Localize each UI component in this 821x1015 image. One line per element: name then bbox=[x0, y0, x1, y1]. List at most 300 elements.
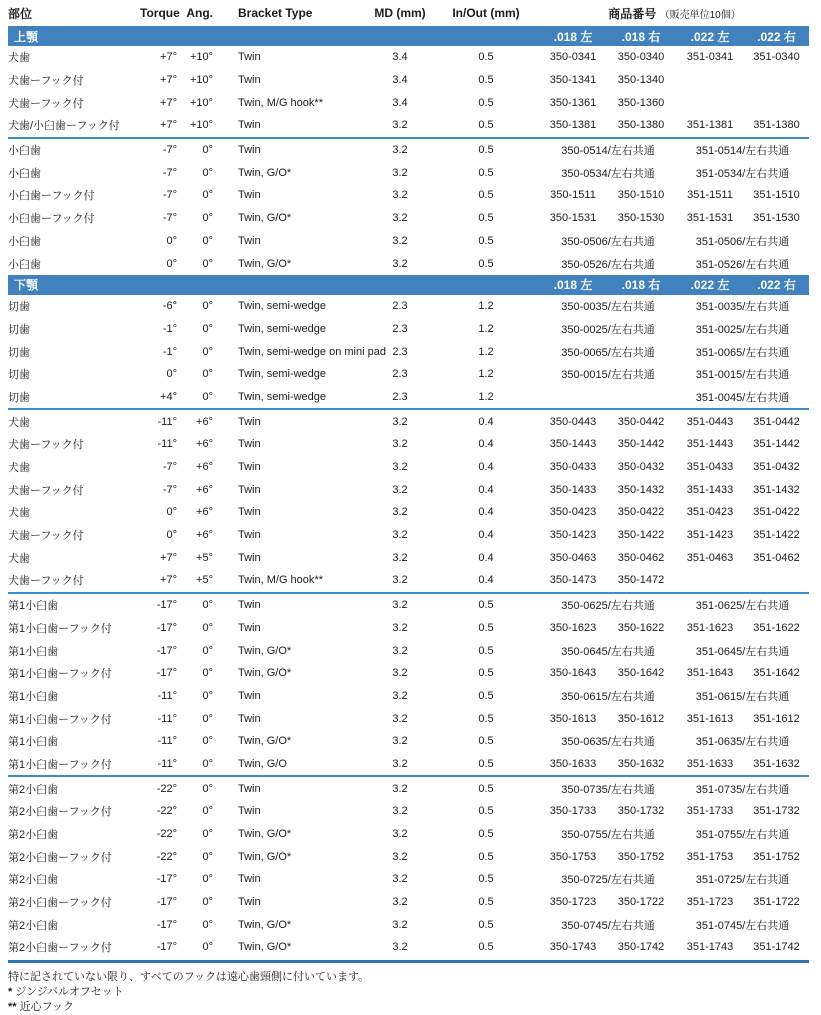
cell-inout: 0.5 bbox=[478, 234, 494, 247]
cell-product-number: 350-1422 bbox=[617, 529, 665, 542]
cell-md: 3.2 bbox=[392, 189, 408, 202]
cell-product-number-022-shared: 351-0514/左右共通 bbox=[695, 145, 790, 158]
size-column-header: .022 左 bbox=[690, 278, 730, 293]
cell-ang: +6° bbox=[196, 529, 213, 542]
cell-product-number: 350-1622 bbox=[617, 621, 665, 634]
cell-md: 3.2 bbox=[392, 805, 408, 818]
cell-part: 第1小臼歯ーフック付 bbox=[8, 758, 112, 771]
table-row bbox=[8, 456, 809, 479]
cell-product-number: 351-1613 bbox=[686, 712, 734, 725]
cell-bracket-type: Twin bbox=[238, 896, 261, 909]
cell-md: 3.2 bbox=[392, 212, 408, 225]
table-row bbox=[8, 913, 809, 936]
cell-md: 3.2 bbox=[392, 529, 408, 542]
cell-product-number-018-shared: 350-0625/左右共通 bbox=[561, 600, 655, 613]
cell-inout: 0.5 bbox=[478, 667, 494, 680]
cell-product-number: 350-1753 bbox=[549, 850, 597, 863]
cell-product-number: 350-1632 bbox=[617, 757, 665, 770]
double-asterisk-marker: ** bbox=[8, 1000, 17, 1013]
table-row bbox=[8, 707, 809, 730]
cell-ang: +6° bbox=[196, 438, 213, 451]
cell-product-number: 351-1380 bbox=[753, 119, 800, 132]
cell-md: 3.2 bbox=[392, 873, 408, 886]
cell-inout: 0.5 bbox=[478, 782, 494, 795]
cell-bracket-type: Twin, G/O bbox=[238, 757, 287, 770]
cell-product-number: 350-1340 bbox=[617, 74, 665, 87]
cell-bracket-type: Twin bbox=[238, 551, 261, 564]
cell-product-number: 351-0432 bbox=[753, 461, 800, 474]
cell-torque: -1° bbox=[162, 345, 177, 358]
table-row bbox=[8, 501, 809, 524]
cell-bracket-type: Twin, semi-wedge bbox=[238, 390, 327, 403]
table-row bbox=[8, 777, 809, 800]
cell-md: 3.2 bbox=[392, 119, 408, 132]
cell-part: 切歯 bbox=[8, 301, 30, 314]
cell-product-number: 351-1443 bbox=[686, 438, 734, 451]
cell-product-number: 350-1433 bbox=[549, 483, 597, 496]
cell-inout: 0.5 bbox=[478, 119, 494, 132]
cell-bracket-type: Twin bbox=[238, 621, 261, 634]
cell-part: 犬歯 bbox=[8, 462, 30, 475]
cell-product-number: 351-1381 bbox=[686, 119, 734, 132]
table-header bbox=[8, 0, 809, 26]
cell-product-number: 350-1341 bbox=[549, 74, 597, 87]
cell-part: 犬歯 bbox=[8, 552, 30, 565]
cell-part: 犬歯 bbox=[8, 507, 30, 520]
cell-torque: -6° bbox=[162, 300, 177, 313]
cell-ang: +6° bbox=[196, 483, 213, 496]
cell-torque: -11° bbox=[157, 757, 177, 770]
cell-torque: 0° bbox=[166, 368, 177, 381]
cell-bracket-type: Twin, semi-wedge bbox=[238, 300, 327, 313]
cell-torque: -7° bbox=[162, 212, 177, 225]
table-row bbox=[8, 139, 809, 162]
cell-product-number: 351-1423 bbox=[686, 529, 734, 542]
cell-inout: 0.5 bbox=[478, 735, 494, 748]
column-header-inout: In/Out (mm) bbox=[452, 6, 520, 20]
cell-bracket-type: Twin bbox=[238, 74, 261, 87]
cell-product-number: 350-0463 bbox=[549, 551, 597, 564]
cell-product-number: 350-1381 bbox=[549, 119, 597, 132]
cell-torque: -11° bbox=[157, 415, 177, 428]
cell-ang: 0° bbox=[202, 144, 213, 157]
table-row bbox=[8, 891, 809, 914]
cell-product-number: 351-0433 bbox=[686, 461, 734, 474]
cell-product-number-022-shared: 351-0755/左右共通 bbox=[695, 829, 790, 842]
cell-inout: 0.5 bbox=[478, 896, 494, 909]
cell-md: 3.2 bbox=[392, 757, 408, 770]
cell-product-number-018-shared: 350-0755/左右共通 bbox=[561, 829, 655, 842]
cell-product-number: 350-1361 bbox=[549, 96, 597, 109]
cell-md: 3.2 bbox=[392, 551, 408, 564]
cell-part: 第2小臼歯ーフック付 bbox=[8, 851, 112, 864]
cell-ang: 0° bbox=[202, 189, 213, 202]
cell-product-number: 350-0422 bbox=[617, 506, 665, 519]
cell-product-number: 350-1530 bbox=[617, 212, 665, 225]
cell-product-number: 351-0423 bbox=[686, 506, 734, 519]
cell-ang: 0° bbox=[202, 621, 213, 634]
cell-md: 3.2 bbox=[392, 941, 408, 954]
cell-torque: +7° bbox=[160, 74, 177, 87]
cell-product-number: 351-1643 bbox=[686, 667, 734, 680]
cell-bracket-type: Twin, semi-wedge bbox=[238, 368, 327, 381]
cell-ang: 0° bbox=[202, 782, 213, 795]
product-number-unit-note: （販売単位10個） bbox=[659, 9, 741, 21]
cell-product-number: 350-1360 bbox=[617, 96, 665, 109]
cell-product-number: 350-1472 bbox=[617, 574, 665, 587]
cell-part: 犬歯ーフック付 bbox=[8, 575, 84, 588]
cell-product-number-022-shared: 351-0615/左右共通 bbox=[695, 690, 790, 703]
cell-product-number-018-shared: 350-0725/左右共通 bbox=[561, 874, 655, 887]
cell-md: 3.2 bbox=[392, 574, 408, 587]
cell-part: 第2小臼歯 bbox=[8, 919, 59, 932]
cell-product-number: 350-1742 bbox=[617, 941, 665, 954]
cell-product-number: 350-1633 bbox=[549, 757, 597, 770]
cell-part: 犬歯 bbox=[8, 52, 30, 65]
cell-product-number: 351-1511 bbox=[687, 189, 733, 202]
cell-torque: +7° bbox=[160, 119, 177, 132]
cell-part: 第2小臼歯ーフック付 bbox=[8, 897, 112, 910]
cell-bracket-type: Twin bbox=[238, 119, 261, 132]
cell-product-number: 350-0340 bbox=[617, 51, 665, 64]
cell-md: 3.2 bbox=[392, 144, 408, 157]
cell-ang: 0° bbox=[202, 667, 213, 680]
cell-md: 2.3 bbox=[392, 300, 408, 313]
cell-bracket-type: Twin, G/O* bbox=[238, 166, 292, 179]
cell-inout: 0.5 bbox=[478, 941, 494, 954]
cell-part: 犬歯/小臼歯ーフック付 bbox=[8, 120, 120, 133]
cell-ang: +6° bbox=[196, 506, 213, 519]
cell-inout: 1.2 bbox=[478, 345, 494, 358]
cell-inout: 0.4 bbox=[478, 415, 494, 428]
table-row bbox=[8, 936, 809, 959]
cell-bracket-type: Twin, M/G hook** bbox=[238, 96, 323, 109]
cell-torque: -7° bbox=[162, 189, 177, 202]
cell-torque: -11° bbox=[157, 689, 177, 702]
cell-torque: -7° bbox=[162, 461, 177, 474]
cell-product-number: 350-1380 bbox=[617, 119, 665, 132]
cell-product-number-018-shared: 350-0015/左右共通 bbox=[561, 369, 655, 382]
cell-product-number: 351-1722 bbox=[753, 896, 800, 909]
cell-torque: -17° bbox=[156, 941, 177, 954]
cell-product-number: 351-1530 bbox=[753, 212, 800, 225]
cell-inout: 0.5 bbox=[478, 96, 494, 109]
cell-ang: 0° bbox=[202, 368, 213, 381]
cell-product-number: 350-1442 bbox=[617, 438, 665, 451]
cell-torque: +7° bbox=[160, 551, 177, 564]
cell-torque: -11° bbox=[157, 438, 177, 451]
cell-product-number-018-shared: 350-0745/左右共通 bbox=[561, 919, 655, 932]
cell-md: 3.2 bbox=[392, 782, 408, 795]
cell-product-number-022-shared: 351-0534/左右共通 bbox=[695, 167, 790, 180]
cell-product-number: 351-1742 bbox=[753, 941, 800, 954]
cell-ang: 0° bbox=[202, 644, 213, 657]
cell-ang: +5° bbox=[196, 574, 213, 587]
cell-product-number: 350-1752 bbox=[617, 850, 665, 863]
table-row bbox=[8, 295, 809, 318]
cell-torque: -7° bbox=[162, 144, 177, 157]
cell-product-number-018-shared: 350-0735/左右共通 bbox=[561, 783, 655, 796]
cell-product-number: 351-0340 bbox=[753, 51, 800, 64]
cell-part: 第2小臼歯ーフック付 bbox=[8, 806, 112, 819]
cell-md: 3.2 bbox=[392, 850, 408, 863]
cell-bracket-type: Twin bbox=[238, 189, 261, 202]
cell-torque: -17° bbox=[156, 621, 177, 634]
cell-product-number: 350-0341 bbox=[549, 51, 597, 64]
cell-torque: -22° bbox=[156, 850, 177, 863]
cell-product-number: 351-1752 bbox=[753, 850, 800, 863]
cell-product-number-022-shared: 351-0045/左右共通 bbox=[695, 391, 790, 404]
cell-ang: 0° bbox=[202, 234, 213, 247]
cell-bracket-type: Twin bbox=[238, 873, 261, 886]
size-column-header: .018 右 bbox=[621, 29, 661, 44]
table-row bbox=[8, 524, 809, 547]
cell-product-number: 351-1723 bbox=[686, 896, 734, 909]
cell-bracket-type: Twin bbox=[238, 461, 261, 474]
cell-ang: 0° bbox=[202, 850, 213, 863]
cell-inout: 0.4 bbox=[478, 438, 494, 451]
cell-md: 3.2 bbox=[392, 166, 408, 179]
cell-part: 切歯 bbox=[8, 323, 30, 336]
table-row bbox=[8, 46, 809, 69]
cell-product-number-018-shared: 350-0065/左右共通 bbox=[561, 346, 655, 359]
cell-torque: 0° bbox=[166, 529, 177, 542]
cell-torque: -17° bbox=[156, 918, 177, 931]
cell-product-number-022-shared: 351-0035/左右共通 bbox=[695, 301, 790, 314]
table-row bbox=[8, 386, 809, 409]
cell-torque: -17° bbox=[156, 644, 177, 657]
column-header-product-number bbox=[540, 5, 809, 22]
cell-product-number: 350-1722 bbox=[617, 896, 665, 909]
table-row bbox=[8, 662, 809, 685]
cell-inout: 0.5 bbox=[478, 644, 494, 657]
cell-md: 3.2 bbox=[392, 735, 408, 748]
cell-md: 3.2 bbox=[392, 667, 408, 680]
table-row bbox=[8, 730, 809, 753]
cell-inout: 0.5 bbox=[478, 757, 494, 770]
cell-product-number-022-shared: 351-0506/左右共通 bbox=[695, 235, 790, 248]
cell-part: 切歯 bbox=[8, 346, 30, 359]
cell-bracket-type: Twin, M/G hook** bbox=[238, 574, 323, 587]
section-band-title: 上顎 bbox=[14, 29, 39, 44]
cell-product-number: 351-0462 bbox=[753, 551, 800, 564]
cell-inout: 0.5 bbox=[478, 166, 494, 179]
cell-inout: 1.2 bbox=[478, 368, 494, 381]
size-column-header: .018 左 bbox=[553, 29, 593, 44]
cell-bracket-type: Twin, semi-wedge on mini pad bbox=[238, 345, 386, 358]
cell-part: 切歯 bbox=[8, 369, 30, 382]
cell-product-number: 351-1732 bbox=[753, 805, 800, 818]
footnote-mesial-hook bbox=[8, 1000, 809, 1015]
cell-ang: 0° bbox=[202, 828, 213, 841]
cell-part: 第1小臼歯 bbox=[8, 645, 59, 658]
cell-md: 3.2 bbox=[392, 257, 408, 270]
cell-inout: 0.4 bbox=[478, 461, 494, 474]
cell-ang: +10° bbox=[189, 74, 213, 87]
size-column-header: .018 右 bbox=[621, 278, 661, 293]
cell-product-number: 350-1531 bbox=[549, 212, 597, 225]
section-band bbox=[8, 275, 809, 295]
cell-bracket-type: Twin, G/O* bbox=[238, 941, 292, 954]
cell-product-number: 351-1442 bbox=[753, 438, 800, 451]
table-footer bbox=[8, 963, 809, 1015]
cell-product-number-018-shared: 350-0615/左右共通 bbox=[561, 690, 655, 703]
cell-md: 3.2 bbox=[392, 644, 408, 657]
cell-product-number: 351-1642 bbox=[753, 667, 800, 680]
footer-note: 特に記されていない限り、すべてのフックは遠心歯頸側に付いています。 bbox=[8, 970, 370, 983]
cell-md: 3.2 bbox=[392, 234, 408, 247]
cell-bracket-type: Twin bbox=[238, 599, 261, 612]
cell-product-number: 350-1443 bbox=[549, 438, 597, 451]
cell-product-number-018-shared: 350-0645/左右共通 bbox=[561, 645, 655, 658]
cell-bracket-type: Twin, G/O* bbox=[238, 667, 292, 680]
cell-md: 3.2 bbox=[392, 506, 408, 519]
table-row bbox=[8, 433, 809, 456]
cell-bracket-type: Twin, G/O* bbox=[238, 828, 292, 841]
cell-inout: 0.4 bbox=[478, 529, 494, 542]
cell-product-number-018-shared: 350-0035/左右共通 bbox=[561, 301, 655, 314]
cell-product-number: 351-1622 bbox=[753, 621, 800, 634]
footnote-text: 近心フック bbox=[19, 1000, 74, 1013]
cell-product-number: 350-1432 bbox=[617, 483, 665, 496]
cell-ang: +5° bbox=[196, 551, 213, 564]
cell-bracket-type: Twin bbox=[238, 712, 261, 725]
cell-product-number: 351-1432 bbox=[753, 483, 800, 496]
cell-product-number: 350-0462 bbox=[617, 551, 665, 564]
table-row bbox=[8, 207, 809, 230]
cell-torque: 0° bbox=[166, 506, 177, 519]
cell-product-number-022-shared: 351-0645/左右共通 bbox=[695, 645, 790, 658]
cell-md: 2.3 bbox=[392, 390, 408, 403]
table-row bbox=[8, 252, 809, 275]
cell-bracket-type: Twin, G/O* bbox=[238, 257, 292, 270]
cell-inout: 0.5 bbox=[478, 51, 494, 64]
cell-ang: 0° bbox=[202, 345, 213, 358]
cell-torque: -22° bbox=[156, 828, 177, 841]
cell-part: 第2小臼歯 bbox=[8, 783, 59, 796]
table-row bbox=[8, 230, 809, 253]
cell-product-number-018-shared: 350-0526/左右共通 bbox=[561, 258, 655, 271]
cell-product-number: 350-1623 bbox=[549, 621, 597, 634]
table-row bbox=[8, 114, 809, 137]
cell-torque: -11° bbox=[157, 712, 177, 725]
cell-ang: 0° bbox=[202, 689, 213, 702]
cell-bracket-type: Twin, G/O* bbox=[238, 918, 292, 931]
footnote-text: ジンジバルオフセット bbox=[15, 985, 124, 998]
cell-bracket-type: Twin, G/O* bbox=[238, 735, 292, 748]
cell-part: 第2小臼歯 bbox=[8, 874, 59, 887]
cell-ang: 0° bbox=[202, 918, 213, 931]
cell-inout: 0.5 bbox=[478, 189, 494, 202]
cell-ang: 0° bbox=[202, 166, 213, 179]
cell-product-number-018-shared: 350-0534/左右共通 bbox=[561, 167, 655, 180]
column-header-bracket-type: Bracket Type bbox=[238, 6, 313, 20]
cell-product-number-018-shared: 350-0506/左右共通 bbox=[561, 235, 655, 248]
cell-product-number: 351-1612 bbox=[753, 712, 800, 725]
cell-torque: -17° bbox=[156, 896, 177, 909]
cell-product-number: 351-1531 bbox=[686, 212, 734, 225]
cell-inout: 0.5 bbox=[478, 599, 494, 612]
cell-md: 3.4 bbox=[392, 51, 408, 64]
table-row bbox=[8, 363, 809, 386]
cell-torque: -1° bbox=[162, 322, 177, 335]
cell-ang: 0° bbox=[202, 735, 213, 748]
cell-md: 3.2 bbox=[392, 621, 408, 634]
cell-product-number-022-shared: 351-0735/左右共通 bbox=[695, 783, 790, 796]
cell-inout: 0.5 bbox=[478, 621, 494, 634]
cell-product-number: 351-1753 bbox=[686, 850, 734, 863]
cell-inout: 0.4 bbox=[478, 483, 494, 496]
cell-inout: 0.4 bbox=[478, 574, 494, 587]
cell-bracket-type: Twin, G/O* bbox=[238, 212, 292, 225]
cell-md: 3.2 bbox=[392, 483, 408, 496]
cell-product-number: 351-1510 bbox=[753, 189, 800, 202]
cell-torque: 0° bbox=[166, 234, 177, 247]
cell-part: 小臼歯ーフック付 bbox=[8, 190, 95, 203]
cell-product-number-022-shared: 351-0725/左右共通 bbox=[695, 874, 790, 887]
cell-torque: -22° bbox=[156, 805, 177, 818]
table-row bbox=[8, 617, 809, 640]
cell-product-number-022-shared: 351-0065/左右共通 bbox=[695, 346, 790, 359]
asterisk-marker: * bbox=[8, 985, 13, 998]
cell-bracket-type: Twin, G/O* bbox=[238, 644, 292, 657]
cell-ang: 0° bbox=[202, 712, 213, 725]
cell-md: 3.2 bbox=[392, 461, 408, 474]
cell-ang: 0° bbox=[202, 805, 213, 818]
cell-part: 犬歯 bbox=[8, 416, 30, 429]
cell-product-number: 351-0442 bbox=[753, 415, 800, 428]
cell-ang: 0° bbox=[202, 257, 213, 270]
table-row bbox=[8, 639, 809, 662]
cell-product-number-018-shared: 350-0025/左右共通 bbox=[561, 323, 655, 336]
cell-ang: +6° bbox=[196, 461, 213, 474]
cell-md: 3.2 bbox=[392, 689, 408, 702]
cell-inout: 0.4 bbox=[478, 551, 494, 564]
cell-inout: 0.5 bbox=[478, 712, 494, 725]
table-row bbox=[8, 69, 809, 92]
cell-torque: -11° bbox=[157, 735, 177, 748]
size-column-header: .022 右 bbox=[757, 278, 796, 293]
cell-md: 3.2 bbox=[392, 415, 408, 428]
cell-torque: -17° bbox=[156, 599, 177, 612]
cell-product-number: 351-1632 bbox=[753, 757, 800, 770]
cell-inout: 0.5 bbox=[478, 828, 494, 841]
cell-bracket-type: Twin bbox=[238, 51, 261, 64]
cell-part: 犬歯ーフック付 bbox=[8, 530, 84, 543]
cell-bracket-type: Twin bbox=[238, 415, 261, 428]
cell-bracket-type: Twin bbox=[238, 234, 261, 247]
cell-product-number: 350-1732 bbox=[617, 805, 665, 818]
cell-ang: +6° bbox=[196, 415, 213, 428]
cell-bracket-type: Twin bbox=[238, 689, 261, 702]
cell-inout: 0.5 bbox=[478, 873, 494, 886]
cell-ang: +10° bbox=[189, 96, 213, 109]
table-row bbox=[8, 845, 809, 868]
cell-inout: 0.5 bbox=[478, 850, 494, 863]
cell-product-number: 350-1423 bbox=[549, 529, 597, 542]
cell-product-number: 351-0341 bbox=[686, 51, 734, 64]
cell-product-number: 351-1623 bbox=[686, 621, 734, 634]
table-row bbox=[8, 318, 809, 341]
cell-ang: +10° bbox=[189, 119, 213, 132]
cell-bracket-type: Twin bbox=[238, 782, 261, 795]
cell-torque: +7° bbox=[160, 96, 177, 109]
cell-product-number: 350-0433 bbox=[549, 461, 597, 474]
cell-bracket-type: Twin bbox=[238, 144, 261, 157]
cell-inout: 0.5 bbox=[478, 689, 494, 702]
column-header-part: 部位 bbox=[8, 6, 33, 21]
cell-md: 3.4 bbox=[392, 96, 408, 109]
